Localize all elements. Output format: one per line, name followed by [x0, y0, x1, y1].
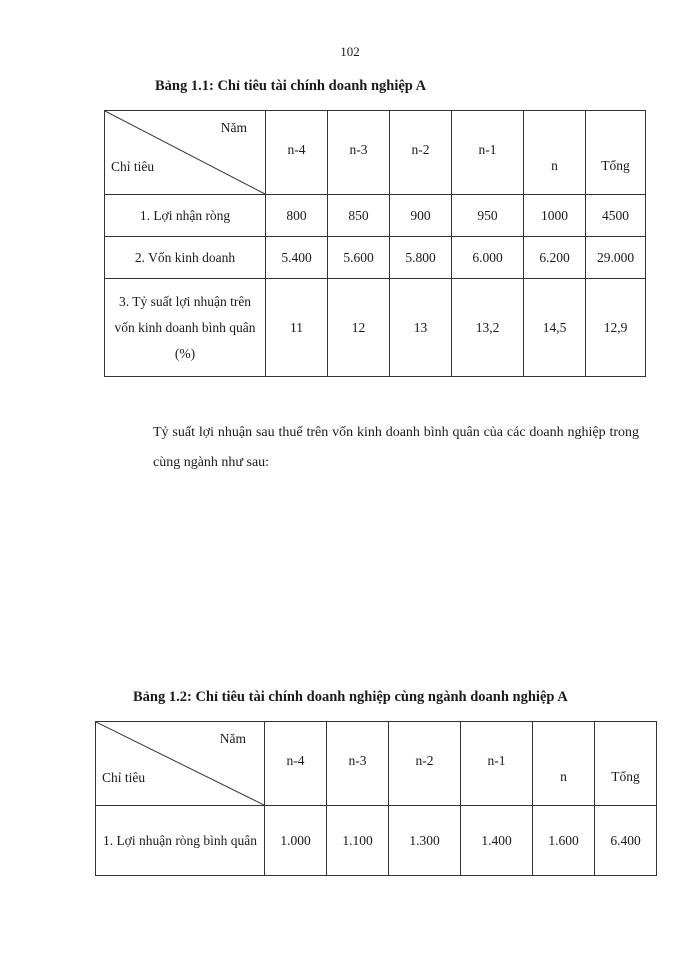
table-cell: 1.600: [533, 806, 595, 876]
column-header: n-4: [265, 722, 327, 806]
table2-industry-indicators: [95, 721, 657, 876]
table-cell: 850: [328, 195, 390, 237]
table2-corner-cell: [96, 722, 265, 806]
table-cell: 6.400: [595, 806, 657, 876]
table-cell: 13: [390, 279, 452, 377]
table-cell: 5.600: [328, 237, 390, 279]
table-cell: 1.000: [265, 806, 327, 876]
table-row: [105, 279, 646, 377]
table-cell: 1.400: [461, 806, 533, 876]
column-header: n-3: [328, 111, 390, 195]
table-cell: 1.100: [327, 806, 389, 876]
table-cell: 12: [328, 279, 390, 377]
table2-caption: Bảng 1.2: Chỉ tiêu tài chính doanh nghiệp cùng ngành doanh nghiệp A: [133, 689, 568, 705]
table-cell: 5.800: [390, 237, 452, 279]
page-number: 102: [340, 44, 360, 59]
table-row: [105, 195, 646, 237]
row-label: 3. Tỷ suất lợi nhuận trên vốn kinh doanh bình quân (%): [105, 279, 266, 377]
column-header: n: [524, 111, 586, 195]
table-cell: 6.000: [452, 237, 524, 279]
table-cell: 13,2: [452, 279, 524, 377]
table-cell: 5.400: [266, 237, 328, 279]
table1-corner-cell: [105, 111, 266, 195]
year-label: Năm: [219, 731, 246, 746]
table-cell: 14,5: [524, 279, 586, 377]
table1-header-row: [105, 111, 646, 195]
table-cell: 29.000: [586, 237, 646, 279]
column-header: n-4: [266, 111, 328, 195]
column-header: n-1: [461, 722, 533, 806]
column-header: n-2: [389, 722, 461, 806]
column-header: Tổng: [595, 722, 657, 806]
table1-caption: Bảng 1.1: Chỉ tiêu tài chính doanh nghiệp A: [155, 78, 427, 94]
table-cell: 950: [452, 195, 524, 237]
metric-label: Chỉ tiêu: [102, 770, 146, 785]
column-header: n-2: [390, 111, 452, 195]
table-cell: 6.200: [524, 237, 586, 279]
column-header: n: [533, 722, 595, 806]
row-label: 1. Lợi nhận ròng: [105, 195, 266, 237]
column-header: n-3: [327, 722, 389, 806]
column-header: Tổng: [586, 111, 646, 195]
column-header: n-1: [452, 111, 524, 195]
row-label: 2. Vốn kinh doanh: [105, 237, 266, 279]
table-cell: 1000: [524, 195, 586, 237]
table-row: [96, 806, 657, 876]
table-cell: 900: [390, 195, 452, 237]
table1-financial-indicators: [104, 110, 646, 377]
table-cell: 800: [266, 195, 328, 237]
table-row: [105, 237, 646, 279]
table-cell: 1.300: [389, 806, 461, 876]
table-cell: 11: [266, 279, 328, 377]
table-cell: 12,9: [586, 279, 646, 377]
table2-header-row: [96, 722, 657, 806]
table-cell: 4500: [586, 195, 646, 237]
row-label: 1. Lợi nhuận ròng bình quân: [96, 806, 265, 876]
body-paragraph: Tỷ suất lợi nhuận sau thuế trên vốn kinh doanh bình quân của các doanh nghiệp trong cùng ngành như sau:: [153, 425, 639, 470]
metric-label: Chỉ tiêu: [111, 159, 155, 174]
year-label: Năm: [220, 120, 247, 135]
